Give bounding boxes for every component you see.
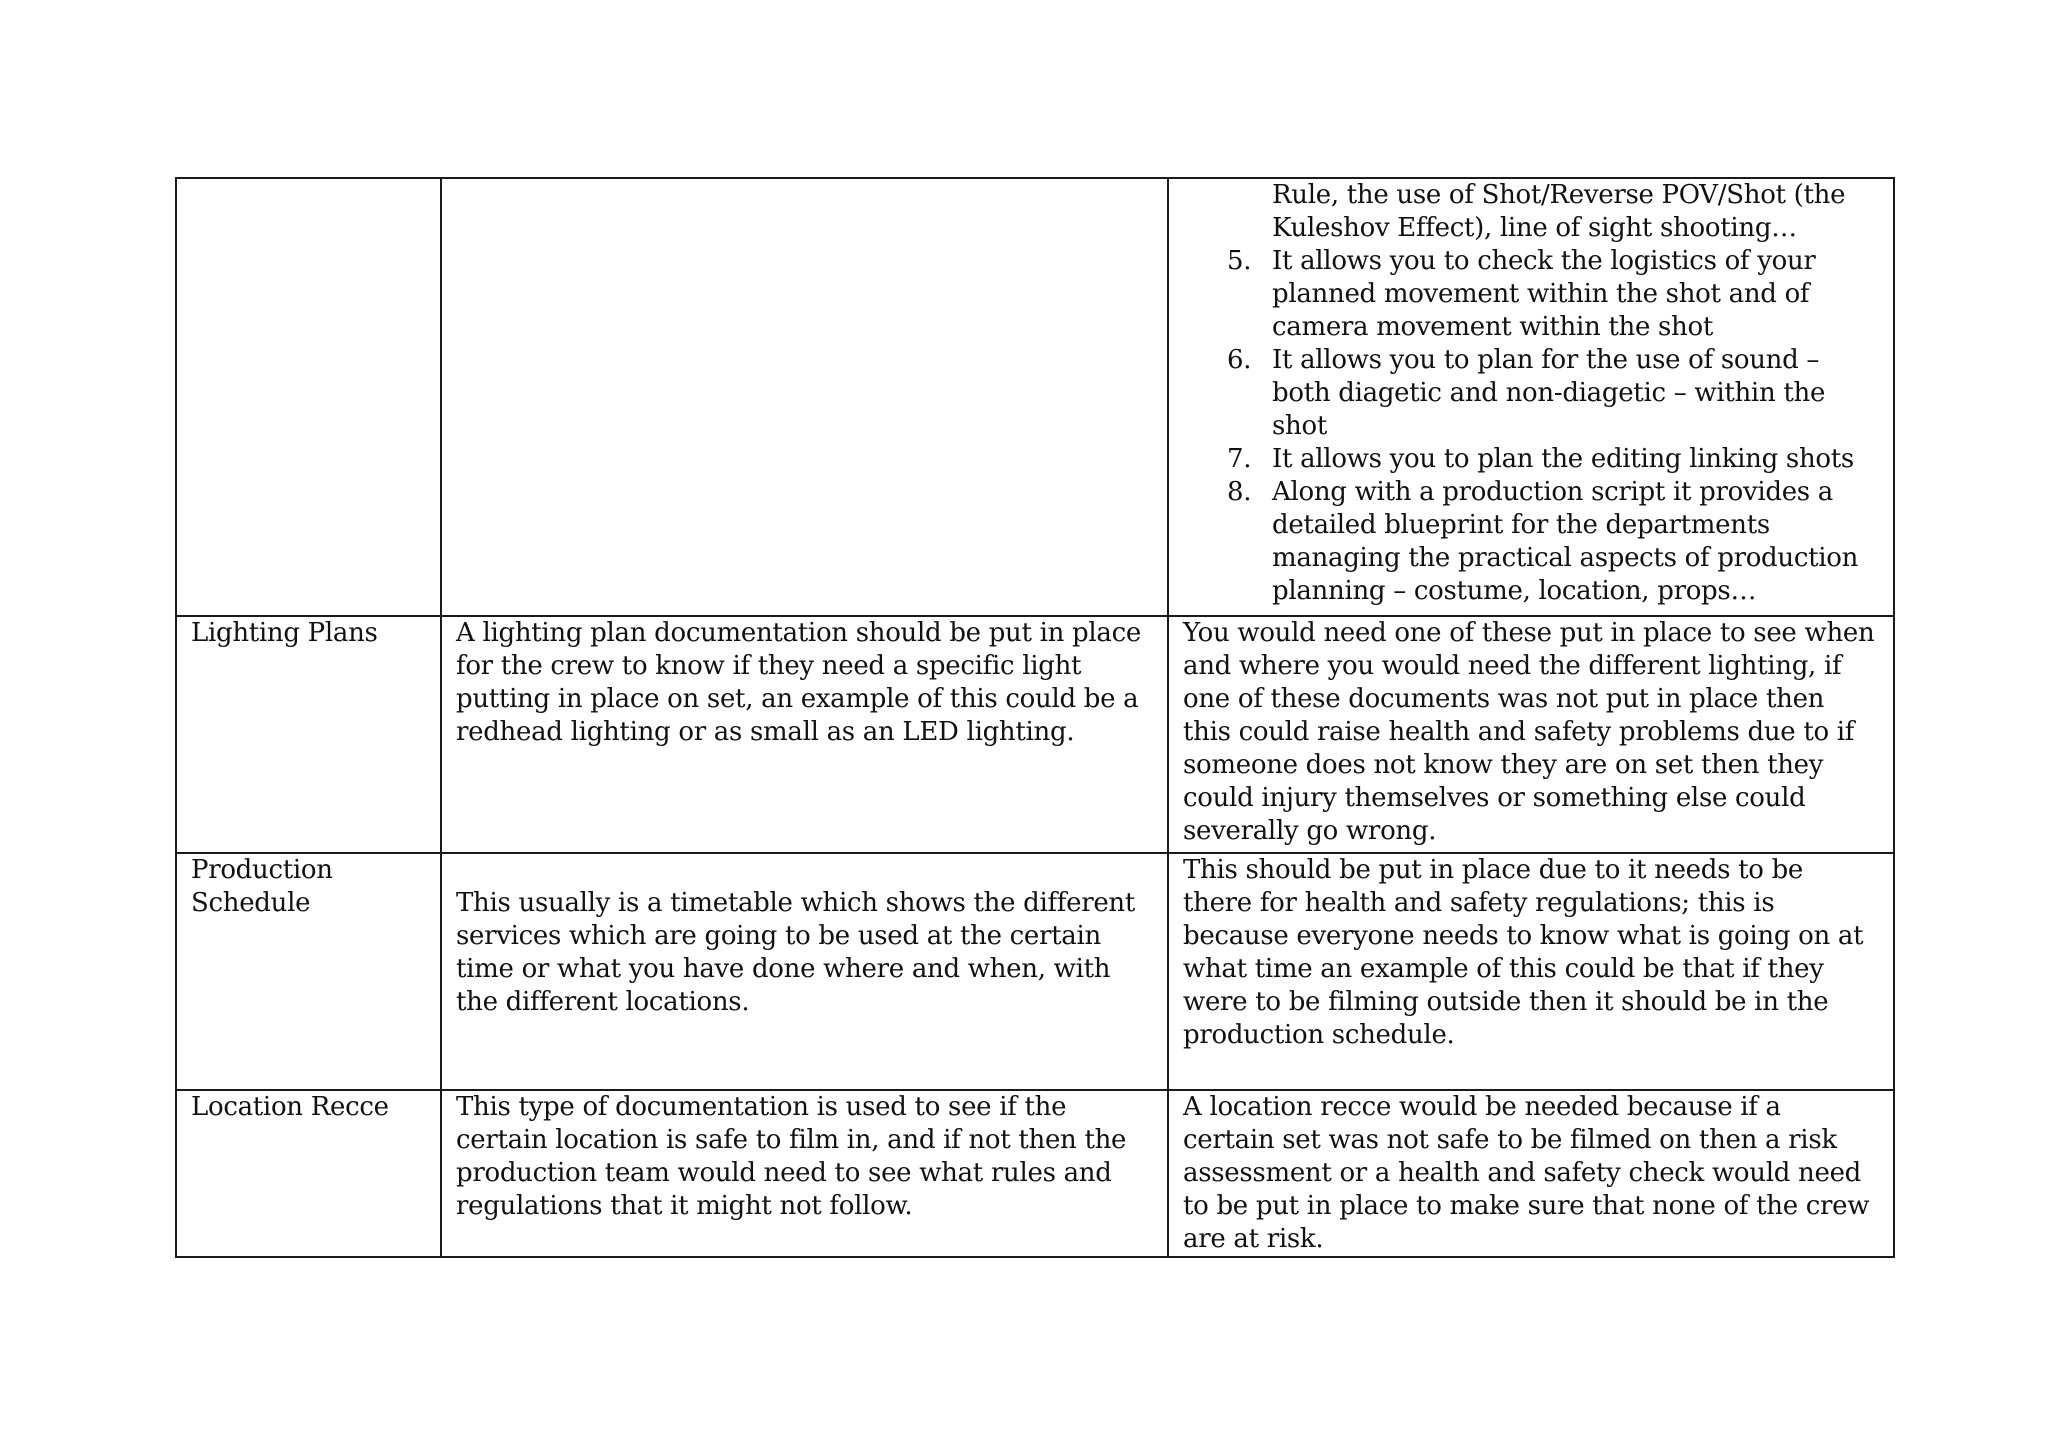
list-item-text: It allows you to plan for the use of sound – both diagetic and non-diagetic – within the shot (1272, 345, 1826, 441)
cell-name: Location Recce (176, 1090, 441, 1257)
list-item (1183, 476, 1879, 608)
list-item (1183, 443, 1879, 476)
cell-continued-list (1168, 178, 1894, 616)
cell-description: A lighting plan documentation should be put in place for the crew to know if they need a specific light putting in place on set, an example of this could be a redhead lighting or as small as an LED lighting. (441, 616, 1168, 853)
list-item-number: 8. (1227, 477, 1252, 507)
documentation-table (175, 177, 1895, 1258)
cell-description (441, 853, 1168, 1090)
table-row-location-recce (176, 1090, 1894, 1257)
cell-reason: A location recce would be needed because if a certain set was not safe to be filmed on then a risk assessment or a health and safety check would need to be put in place to make sure that none of the crew are at risk. (1168, 1090, 1894, 1257)
continued-text: Rule, the use of Shot/Reverse POV/Shot (the Kuleshov Effect), line of sight shooting… (1272, 180, 1846, 243)
cell-name: Lighting Plans (176, 616, 441, 853)
list-item-number: 6. (1227, 345, 1252, 375)
list-item-text: It allows you to check the logistics of your planned movement within the shot and of camera movement within the shot (1272, 246, 1816, 342)
list-item (1183, 245, 1879, 344)
list-item (1183, 344, 1879, 443)
cell-empty-name (176, 178, 441, 616)
table-row-continued (176, 178, 1894, 616)
numbered-list (1183, 245, 1879, 608)
table-row-lighting-plans (176, 616, 1894, 853)
list-item-text: It allows you to plan the editing linking shots (1272, 444, 1854, 474)
cell-description-text: This usually is a timetable which shows the different services which are going to be used at the certain time or what you have done where and when, with the different locations. (456, 888, 1136, 1017)
list-item-number: 7. (1227, 444, 1252, 474)
cell-reason: This should be put in place due to it needs to be there for health and safety regulations; this is because everyone needs to know what is going on at what time an example of this could be that if they were to be filming outside then it should be in the production schedule. (1168, 853, 1894, 1090)
list-item-number: 5. (1227, 246, 1252, 276)
cell-reason: You would need one of these put in place to see when and where you would need the different lighting, if one of these documents was not put in place then this could raise health and safety problems due to if someone does not know they are on set then they could injury themselves or something else could severally go wrong. (1168, 616, 1894, 853)
table-row-production-schedule (176, 853, 1894, 1090)
cell-description: This type of documentation is used to see if the certain location is safe to film in, and if not then the production team would need to see what rules and regulations that it might not follow. (441, 1090, 1168, 1257)
list-item-text: Along with a production script it provides a detailed blueprint for the departments managing the practical aspects of production planning – costume, location, props… (1272, 477, 1859, 606)
cell-name: Production Schedule (176, 853, 441, 1090)
cell-empty-description (441, 178, 1168, 616)
